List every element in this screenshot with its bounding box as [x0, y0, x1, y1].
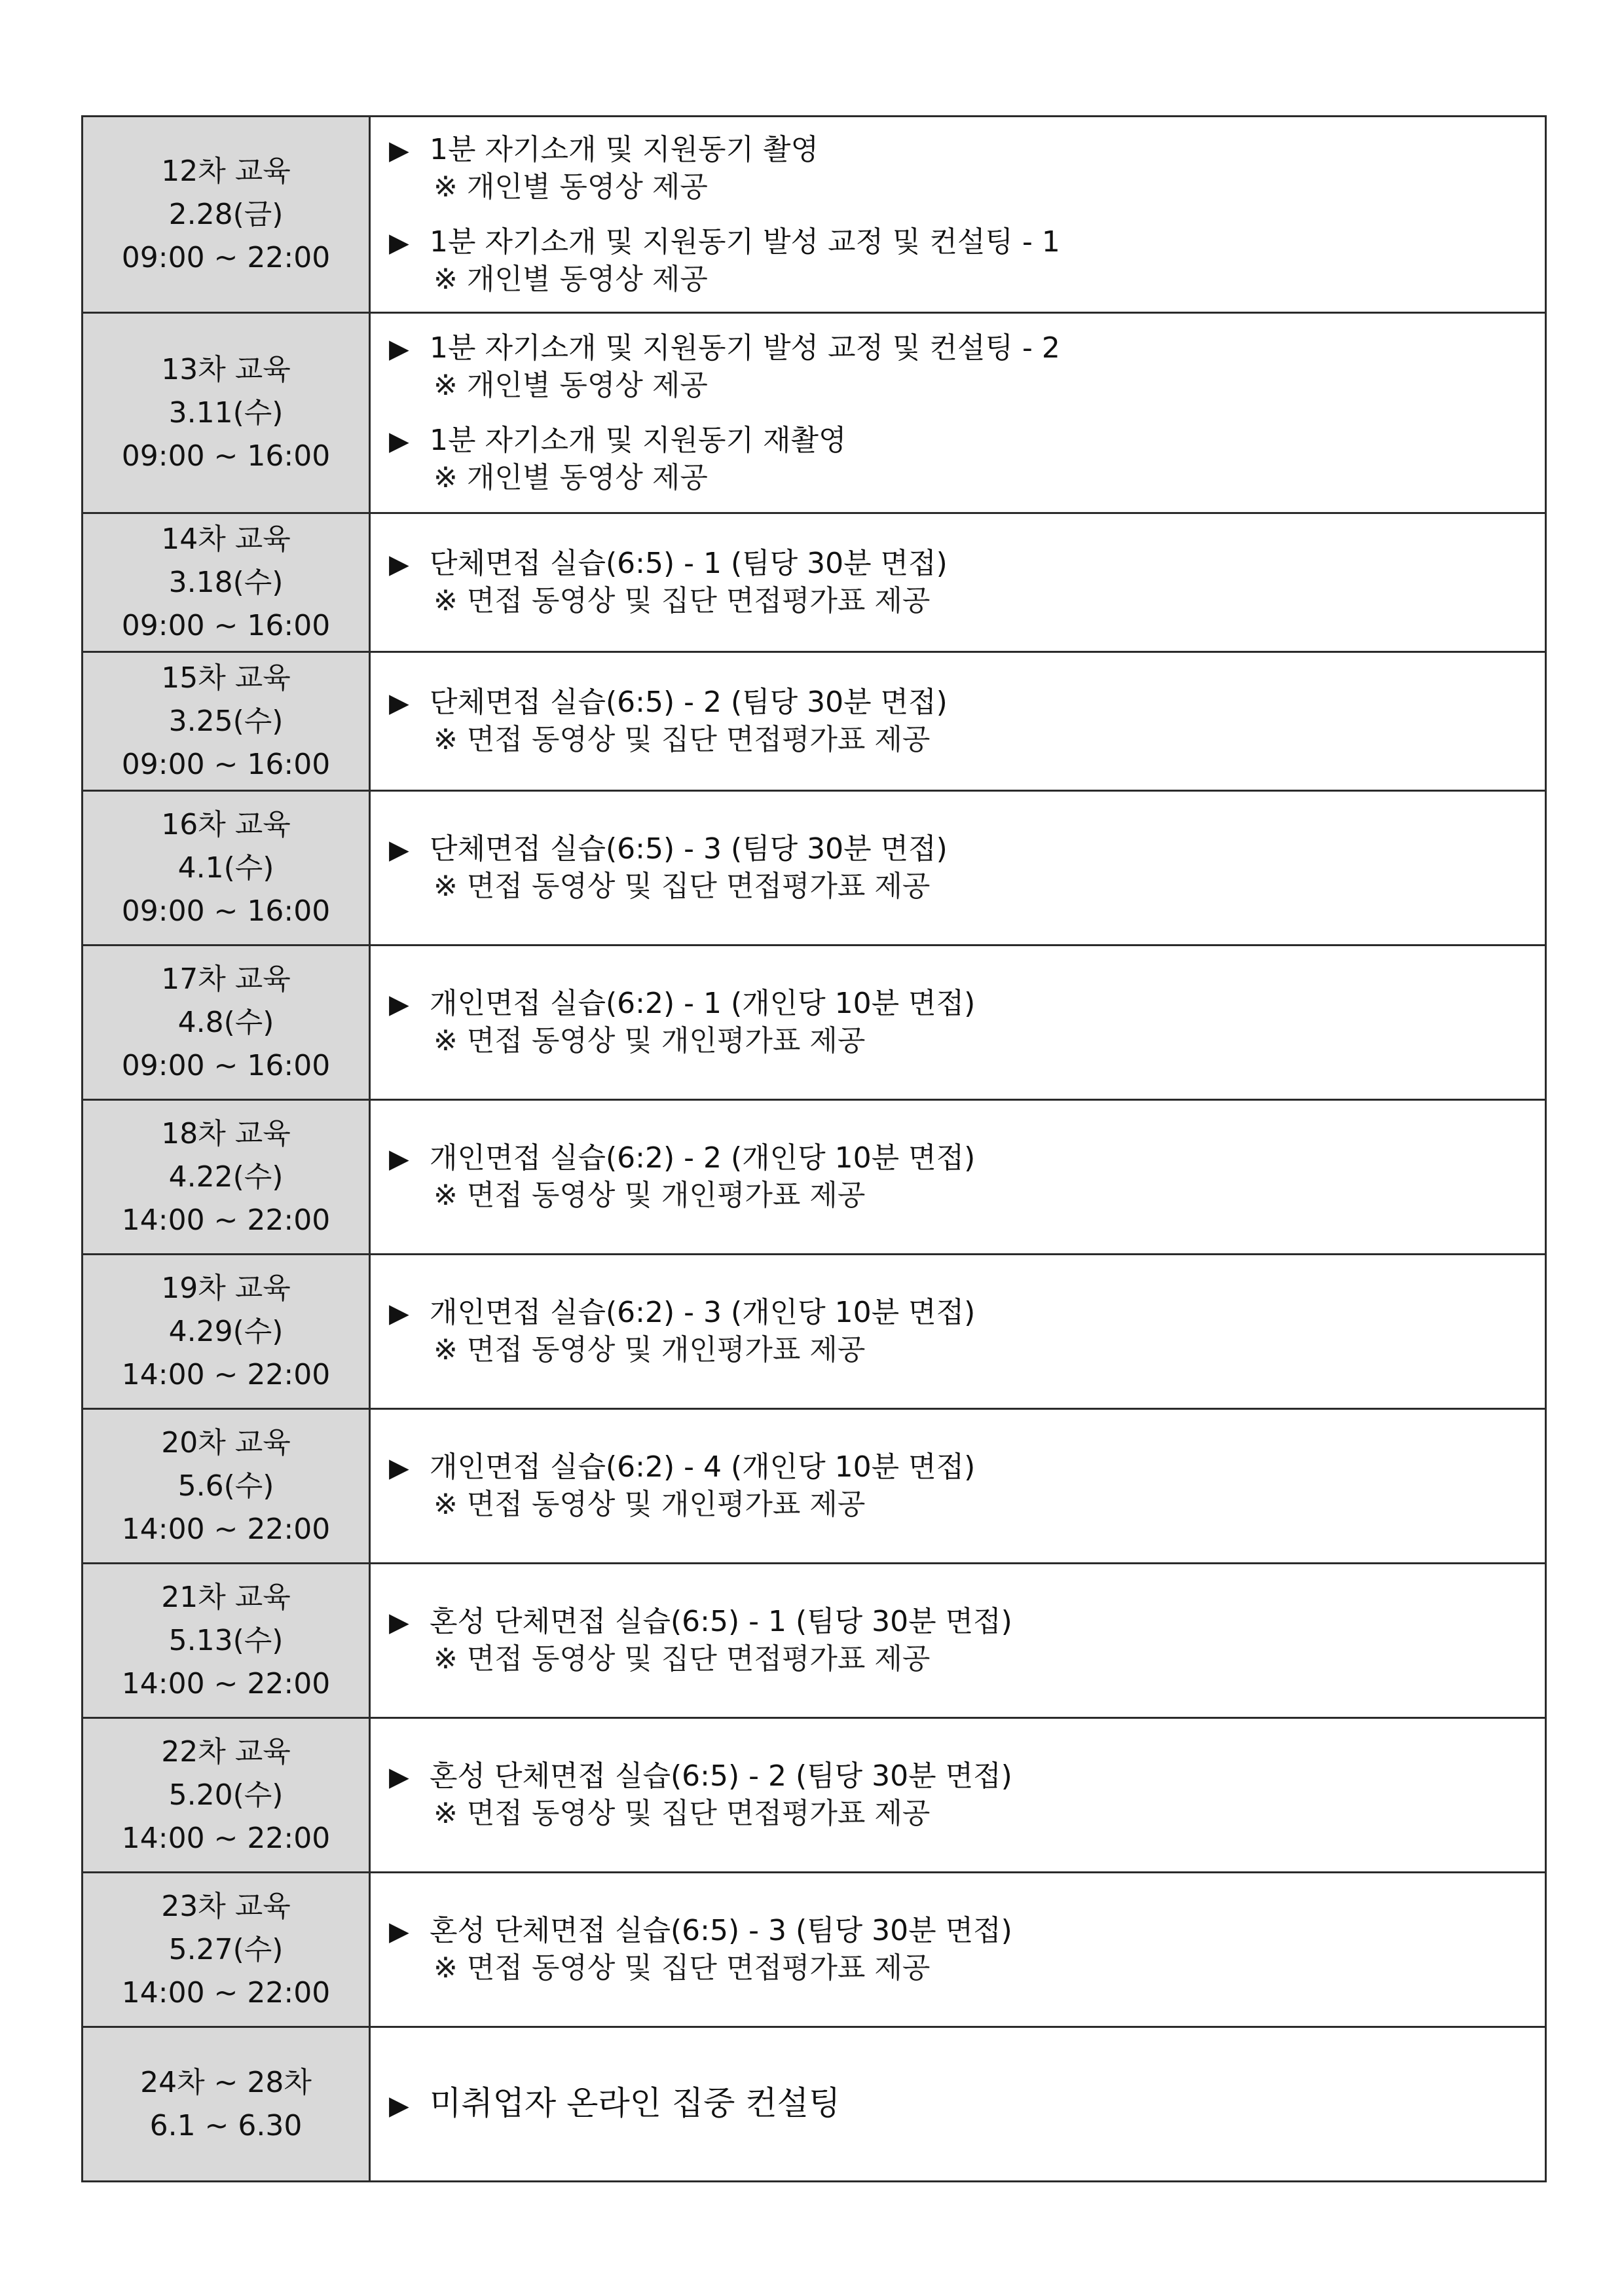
item-text: 개인면접 실습(6:2) - 2 (개인당 10분 면접)	[430, 1141, 976, 1175]
session-cell	[83, 791, 370, 946]
play-arrow-icon: ▶	[389, 989, 409, 1019]
session-cell	[83, 513, 370, 652]
session-number: 13차 교육	[161, 352, 291, 386]
session-cell	[83, 1718, 370, 1873]
session-date: 5.27(수)	[168, 1932, 284, 1966]
item-title	[389, 422, 1532, 460]
schedule-item	[389, 2085, 1532, 2124]
schedule-item	[389, 1294, 1532, 1368]
session-time: 09:00 ~ 16:00	[121, 1048, 331, 1082]
session-cell	[83, 1255, 370, 1409]
schedule-row	[83, 1873, 1546, 2027]
session-time: 09:00 ~ 22:00	[121, 240, 331, 274]
session-cell	[83, 1873, 370, 2027]
content-cell	[370, 1718, 1546, 1873]
session-cell	[83, 1409, 370, 1564]
schedule-item	[389, 330, 1532, 404]
item-note: ※ 개인별 동영상 제공	[434, 170, 708, 204]
item-note: ※ 면접 동영상 및 집단 면접평가표 제공	[434, 723, 931, 756]
session-date: 2.28(금)	[168, 197, 284, 231]
session-cell	[83, 946, 370, 1100]
item-title	[389, 1758, 1532, 1795]
session-number: 24차 ~ 28차	[140, 2065, 312, 2099]
session-time: 14:00 ~ 22:00	[121, 1975, 331, 2010]
session-number: 19차 교육	[161, 1271, 291, 1305]
item-title	[389, 1604, 1532, 1641]
content-cell	[370, 1100, 1546, 1255]
schedule-row	[83, 652, 1546, 791]
session-number: 22차 교육	[161, 1735, 291, 1769]
item-title	[389, 545, 1532, 583]
item-note: ※ 면접 동영상 및 개인평가표 제공	[434, 1179, 866, 1212]
item-note: ※ 면접 동영상 및 집단 면접평가표 제공	[434, 1642, 931, 1676]
play-arrow-icon: ▶	[389, 2090, 409, 2121]
schedule-item	[389, 422, 1532, 496]
session-cell	[83, 313, 370, 513]
play-arrow-icon: ▶	[389, 1298, 409, 1329]
item-note: ※ 개인별 동영상 제공	[434, 460, 708, 494]
session-number: 18차 교육	[161, 1116, 291, 1150]
item-text: 1분 자기소개 및 지원동기 발성 교정 및 컨설팅 - 2	[430, 331, 1060, 365]
item-title	[389, 684, 1532, 722]
session-number: 23차 교육	[161, 1889, 291, 1923]
item-text: 혼성 단체면접 실습(6:5) - 1 (팀당 30분 면접)	[430, 1605, 1012, 1638]
item-title	[389, 831, 1532, 868]
play-arrow-icon: ▶	[389, 333, 409, 364]
schedule-row	[83, 1255, 1546, 1409]
item-text: 단체면접 실습(6:5) - 1 (팀당 30분 면접)	[430, 547, 948, 580]
session-date: 5.13(수)	[168, 1623, 284, 1657]
content-cell	[370, 2027, 1546, 2182]
schedule-item	[389, 1758, 1532, 1832]
session-date: 4.29(수)	[168, 1314, 284, 1348]
session-time: 09:00 ~ 16:00	[121, 894, 331, 928]
schedule-row	[83, 946, 1546, 1100]
item-note: ※ 면접 동영상 및 집단 면접평가표 제공	[434, 870, 931, 903]
schedule-row	[83, 791, 1546, 946]
session-time: 14:00 ~ 22:00	[121, 1357, 331, 1391]
session-cell	[83, 652, 370, 791]
schedule-row	[83, 1409, 1546, 1564]
play-arrow-icon: ▶	[389, 1607, 409, 1638]
schedule-item	[389, 1140, 1532, 1214]
item-note: ※ 면접 동영상 및 개인평가표 제공	[434, 1333, 866, 1367]
item-title	[389, 132, 1532, 169]
item-text: 혼성 단체면접 실습(6:5) - 3 (팀당 30분 면접)	[430, 1914, 1012, 1947]
item-note: ※ 면접 동영상 및 개인평가표 제공	[434, 1488, 866, 1521]
content-cell	[370, 1255, 1546, 1409]
session-time: 09:00 ~ 16:00	[121, 439, 331, 473]
item-note: ※ 면접 동영상 및 집단 면접평가표 제공	[434, 1797, 931, 1830]
content-cell	[370, 1564, 1546, 1718]
play-arrow-icon: ▶	[389, 1453, 409, 1483]
play-arrow-icon: ▶	[389, 549, 409, 579]
item-text: 혼성 단체면접 실습(6:5) - 2 (팀당 30분 면접)	[430, 1759, 1012, 1793]
content-cell	[370, 652, 1546, 791]
item-note: ※ 개인별 동영상 제공	[434, 368, 708, 402]
item-text: 개인면접 실습(6:2) - 4 (개인당 10분 면접)	[430, 1450, 976, 1484]
item-note: ※ 면접 동영상 및 집단 면접평가표 제공	[434, 584, 931, 617]
session-date: 3.18(수)	[168, 565, 284, 599]
schedule-item	[389, 224, 1532, 298]
schedule-row	[83, 1100, 1546, 1255]
item-text: 개인면접 실습(6:2) - 1 (개인당 10분 면접)	[430, 987, 976, 1020]
session-time: 14:00 ~ 22:00	[121, 1203, 331, 1237]
item-text: 1분 자기소개 및 지원동기 발성 교정 및 컨설팅 - 1	[430, 225, 1060, 259]
session-number: 17차 교육	[161, 962, 291, 996]
play-arrow-icon: ▶	[389, 135, 409, 166]
schedule-item	[389, 684, 1532, 758]
session-date: 4.1(수)	[177, 851, 274, 885]
schedule-item	[389, 1604, 1532, 1678]
play-arrow-icon: ▶	[389, 426, 409, 456]
item-note: ※ 면접 동영상 및 집단 면접평가표 제공	[434, 1951, 931, 1985]
session-cell	[83, 2027, 370, 2182]
schedule-row	[83, 117, 1546, 313]
item-title	[389, 985, 1532, 1023]
schedule-item	[389, 985, 1532, 1059]
schedule-row	[83, 1564, 1546, 1718]
play-arrow-icon: ▶	[389, 1144, 409, 1174]
item-note: ※ 면접 동영상 및 개인평가표 제공	[434, 1024, 866, 1057]
item-note: ※ 개인별 동영상 제공	[434, 262, 708, 296]
item-text: 1분 자기소개 및 지원동기 재촬영	[430, 423, 847, 457]
content-cell	[370, 946, 1546, 1100]
schedule-item	[389, 132, 1532, 206]
content-cell	[370, 1409, 1546, 1564]
session-cell	[83, 1100, 370, 1255]
item-title	[389, 1140, 1532, 1177]
session-time: 09:00 ~ 16:00	[121, 608, 331, 642]
content-cell	[370, 513, 1546, 652]
content-cell	[370, 117, 1546, 313]
schedule-item	[389, 545, 1532, 619]
session-number: 20차 교육	[161, 1425, 291, 1460]
item-title	[389, 1449, 1532, 1486]
session-cell	[83, 1564, 370, 1718]
session-time: 14:00 ~ 22:00	[121, 1512, 331, 1546]
item-title	[389, 2085, 1532, 2124]
content-cell	[370, 791, 1546, 946]
item-text: 1분 자기소개 및 지원동기 촬영	[430, 132, 819, 166]
play-arrow-icon: ▶	[389, 227, 409, 258]
item-text: 단체면접 실습(6:5) - 3 (팀당 30분 면접)	[430, 832, 948, 866]
play-arrow-icon: ▶	[389, 835, 409, 865]
schedule-row	[83, 1718, 1546, 1873]
play-arrow-icon: ▶	[389, 1917, 409, 1947]
schedule-item	[389, 1449, 1532, 1523]
schedule-row	[83, 2027, 1546, 2182]
session-number: 12차 교육	[161, 154, 291, 188]
schedule-body	[83, 117, 1546, 2182]
schedule-table	[81, 115, 1547, 2182]
play-arrow-icon: ▶	[389, 1762, 409, 1792]
session-date: 4.8(수)	[177, 1005, 274, 1039]
session-time: 09:00 ~ 16:00	[121, 747, 331, 781]
session-number: 21차 교육	[161, 1580, 291, 1614]
play-arrow-icon: ▶	[389, 688, 409, 718]
session-date: 5.20(수)	[168, 1778, 284, 1812]
item-title	[389, 224, 1532, 261]
item-title	[389, 1294, 1532, 1332]
item-title	[389, 1913, 1532, 1950]
session-time: 14:00 ~ 22:00	[121, 1666, 331, 1700]
session-number: 16차 교육	[161, 807, 291, 841]
session-number: 14차 교육	[161, 522, 291, 556]
session-date: 4.22(수)	[168, 1160, 284, 1194]
session-date: 6.1 ~ 6.30	[149, 2108, 303, 2142]
session-time: 14:00 ~ 22:00	[121, 1821, 331, 1855]
session-number: 15차 교육	[161, 661, 291, 695]
session-date: 3.11(수)	[168, 395, 284, 430]
item-text: 미취업자 온라인 집중 컨설팅	[430, 2084, 841, 2122]
content-cell	[370, 313, 1546, 513]
session-cell	[83, 117, 370, 313]
schedule-row	[83, 513, 1546, 652]
item-title	[389, 330, 1532, 367]
session-date: 5.6(수)	[177, 1469, 274, 1503]
content-cell	[370, 1873, 1546, 2027]
item-text: 개인면접 실습(6:2) - 3 (개인당 10분 면접)	[430, 1296, 976, 1329]
schedule-item	[389, 831, 1532, 905]
schedule-item	[389, 1913, 1532, 1987]
item-text: 단체면접 실습(6:5) - 2 (팀당 30분 면접)	[430, 686, 948, 719]
schedule-row	[83, 313, 1546, 513]
session-date: 3.25(수)	[168, 704, 284, 738]
